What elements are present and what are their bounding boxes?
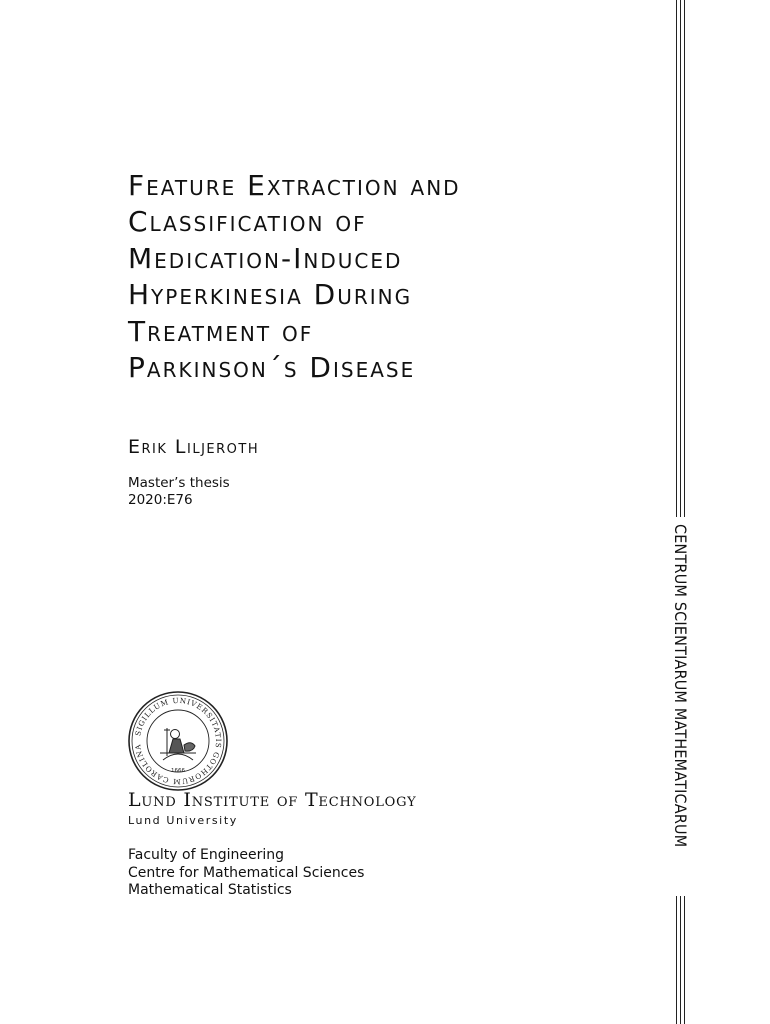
seal-text: SIGILLUM UNIVERSITATIS GOTHORUM CAROLINA (133, 695, 224, 787)
spine-rule-left-bottom (676, 896, 677, 1024)
department-centre: Centre for Mathematical Sciences (128, 864, 365, 881)
title-line: Treatment of (128, 314, 314, 348)
title-line: Feature Extraction and (128, 169, 461, 202)
thesis-info (128, 475, 230, 509)
title-line: Medication-Induced (128, 241, 403, 275)
title-line: Hyperkinesia During (128, 278, 413, 312)
spine-rule-right-bottom (684, 896, 685, 1024)
thesis-number: 2020:E76 (128, 492, 193, 508)
spine-rule-right-top (684, 0, 685, 517)
spine-rule-left-top (676, 0, 677, 517)
spine-rule-mid-top (680, 0, 681, 517)
svg-text:1666: 1666 (171, 768, 185, 774)
title-line: Parkinson´s Disease (128, 351, 416, 385)
university-seal-icon (127, 690, 229, 792)
university-name: Lund University (128, 814, 238, 827)
department-division: Mathematical Statistics (128, 882, 292, 898)
institution-name: Lund Institute of Technology (128, 789, 417, 811)
thesis-type: Master’s thesis (128, 475, 230, 491)
spine-text: CENTRUM SCIENTIARUM MATHEMATICARUM (671, 524, 690, 848)
author-name: Erik Liljeroth (128, 436, 260, 458)
thesis-title (128, 168, 648, 386)
department-list (128, 847, 364, 900)
spine-rule-mid-bottom (680, 896, 681, 1024)
title-line: Classification of (128, 205, 367, 239)
department-faculty: Faculty of Engineering (128, 847, 284, 863)
seal-graphic (127, 690, 229, 792)
